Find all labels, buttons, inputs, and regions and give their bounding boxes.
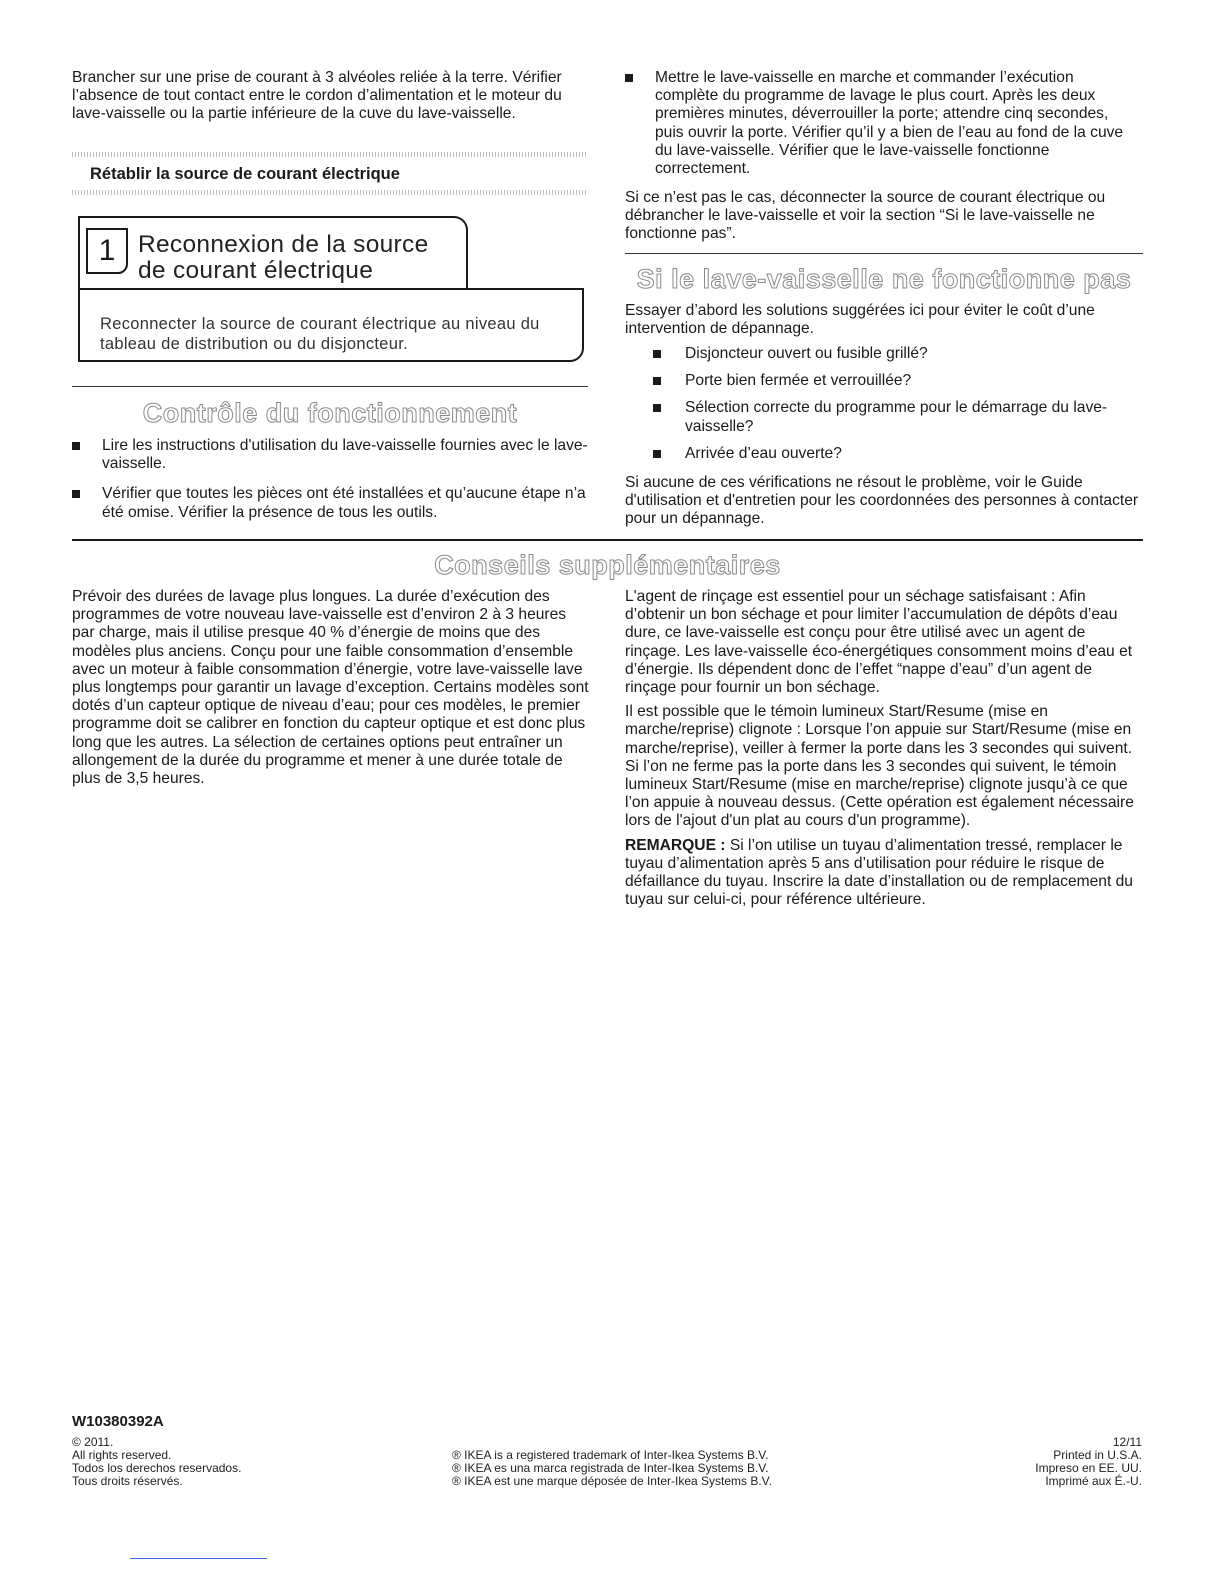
step-body-text: Reconnecter la source de courant électrique au niveau du tableau de distribution ou du disjoncteur. [100,315,540,353]
start-resume-paragraph: Il est possible que le témoin lumineux Start/Resume (mise en marche/reprise) clignote : Lorsque l’on appuie sur Start/Resume (mise en marche/reprise), veiller à fermer la porte dans les 3 secondes qui suivent. Si l’on ne ferme pas la porte dans les 3 secondes qui suivent, le témoin lumineux Start/Resume (mise en marche/reprise) clignote jusqu’à ce que l’on appuie à nouveau dessus. (Cette opération est également nécessaire lors de l'ajout d'un plat au cours d'un programme). [625,703,1134,830]
step-title-line: de courant électrique [138,257,374,284]
section-rule [72,386,588,387]
bullet-icon [653,404,661,412]
step-body [78,288,584,362]
conseils-right-column [625,588,1145,909]
bullet-icon [653,377,661,385]
list-item: Arrivée d’eau ouverte? [625,445,1141,463]
bullet-icon [72,442,80,450]
remarque-paragraph [625,837,1145,910]
step-title-line: Reconnexion de la source [138,231,429,258]
section-divider [72,152,588,157]
remarque-label: REMARQUE : [625,836,726,854]
controle-title: Contrôle du fonctionnement [142,398,518,428]
list-item: Porte bien fermée et verrouillée? [625,372,1141,390]
bullet-icon [625,74,633,82]
ne-fonctionne-title: Si le lave-vaisselle ne fonctionne pas [636,264,1132,294]
step-title [138,232,429,284]
remarque-text: Si l’on utilise un tuyau d’alimentation tressé, remplacer le tuyau d’alimentation après 5 ans d’utilisation pour réduire le risque de défaillance du tuyau. Inscrire la date d’installation ou de remplacement du tuyau sur celui-ci, pour référence ultérieure. [625,836,1133,909]
bullet-icon [72,490,80,498]
list-item: Lire les instructions d'utilisation du lave-vaisselle fournies avec le lave-vaisselle. [72,437,588,473]
section-rule [625,253,1143,254]
part-number: W10380392A [72,1413,164,1430]
bullet-icon [653,350,661,358]
list-item: Disjoncteur ouvert ou fusible grillé? [625,345,1141,363]
footer-right: 12/11 Printed in U.S.A. Impreso en EE. UU. Imprimé aux É.-U. [1035,1435,1142,1488]
bullet-icon [653,450,661,458]
conseils-left-paragraph: Prévoir des durées de lavage plus longues. La durée d’exécution des programmes de votre nouveau lave-vaisselle est d’environ 2 à 3 heures par charge, mais il utilise presque 40 % d’énergie de moins que des modèles plus anciens. Conçu pour une faible consommation d’ensemble avec un moteur à faible consommation d’énergie, votre lave-vaisselle lave plus longtemps pour garantir un lavage d’exception. Certains modèles sont dotés d’un capteur optique de niveau d’eau; pour ces modèles, le premier programme doit se calibrer en fonction du capteur optique et est donc plus long que les autres. La sélection de certaines options peut entraîner un allongement de la durée du programme et mener à une durée totale de plus de 3,5 heures. [72,588,589,788]
rinse-paragraph: L'agent de rinçage est essentiel pour un séchage satisfaisant : Afin d’obtenir un bon séchage et pour limiter l’accumulation de dépôts d’eau dure, ce lave-vaisselle est conçu pour être utilisé avec un agent de rinçage. Les lave-vaisselle éco-énergétiques consomment moins d’eau et d’énergie. Ils dépendent donc de l’effet “nappe d’eau” d’un agent de rinçage pour fournir un bon séchage. [625,588,1133,697]
controle-list [72,437,588,531]
step-header [78,216,468,292]
section-divider [72,190,588,195]
ne-fonctionne-list [625,345,1141,472]
ne-fonctionne-outro: Si aucune de ces vérifications ne résout le problème, voir le Guide d'utilisation et d'entretien pour les coordonnées des personnes à contacter pour un dépannage. [625,474,1139,528]
intro-paragraph: Brancher sur une prise de courant à 3 alvéoles reliée à la terre. Vérifier l’absence de tout contact entre le cordon d’alimentation et le moteur du lave-vaisselle ou la partie inférieure de la cuve du lave-vaisselle. [72,69,562,123]
retablir-heading: Rétablir la source de courant électrique [90,165,400,183]
marche-list [625,69,1141,187]
footer-left: © 2011. All rights reserved. Todos los derechos reservados. Tous droits réservés. [72,1435,242,1488]
ne-fonctionne-intro: Essayer d’abord les solutions suggérées ici pour éviter le coût d’une intervention de dépannage. [625,302,1095,338]
step-box [78,216,584,362]
page-mark-line [130,1558,267,1559]
step-number: 1 [86,228,128,274]
disconnect-paragraph: Si ce n’est pas le cas, déconnecter la source de courant électrique ou débrancher le lave-vaisselle et voir la section “Si le lave-vaisselle ne fonctionne pas”. [625,189,1106,243]
section-rule [72,539,1143,541]
conseils-title: Conseils supplémentaires [434,550,781,580]
list-item: Vérifier que toutes les pièces ont été installées et qu’aucune étape n’a été omise. Vérifier la présence de tous les outils. [72,485,588,521]
list-item: Mettre le lave-vaisselle en marche et commander l’exécution complète du programme de lavage le plus court. Après les deux premières minutes, déverrouiller la porte; attendre cinq secondes, puis ouvrir la porte. Vérifier qu’il y a bien de l’eau au fond de la cuve du lave-vaisselle. Vérifier que le lave-vaisselle fonctionne correctement. [625,69,1141,178]
list-item: Sélection correcte du programme pour le démarrage du lave-vaisselle? [625,399,1141,435]
footer-trademark: ® IKEA is a registered trademark of Inter-Ikea Systems B.V. ® IKEA es una marca registrada de Inter-Ikea Systems B.V. ® IKEA est une marque déposée de Inter-Ikea Systems B.V. [452,1448,772,1488]
